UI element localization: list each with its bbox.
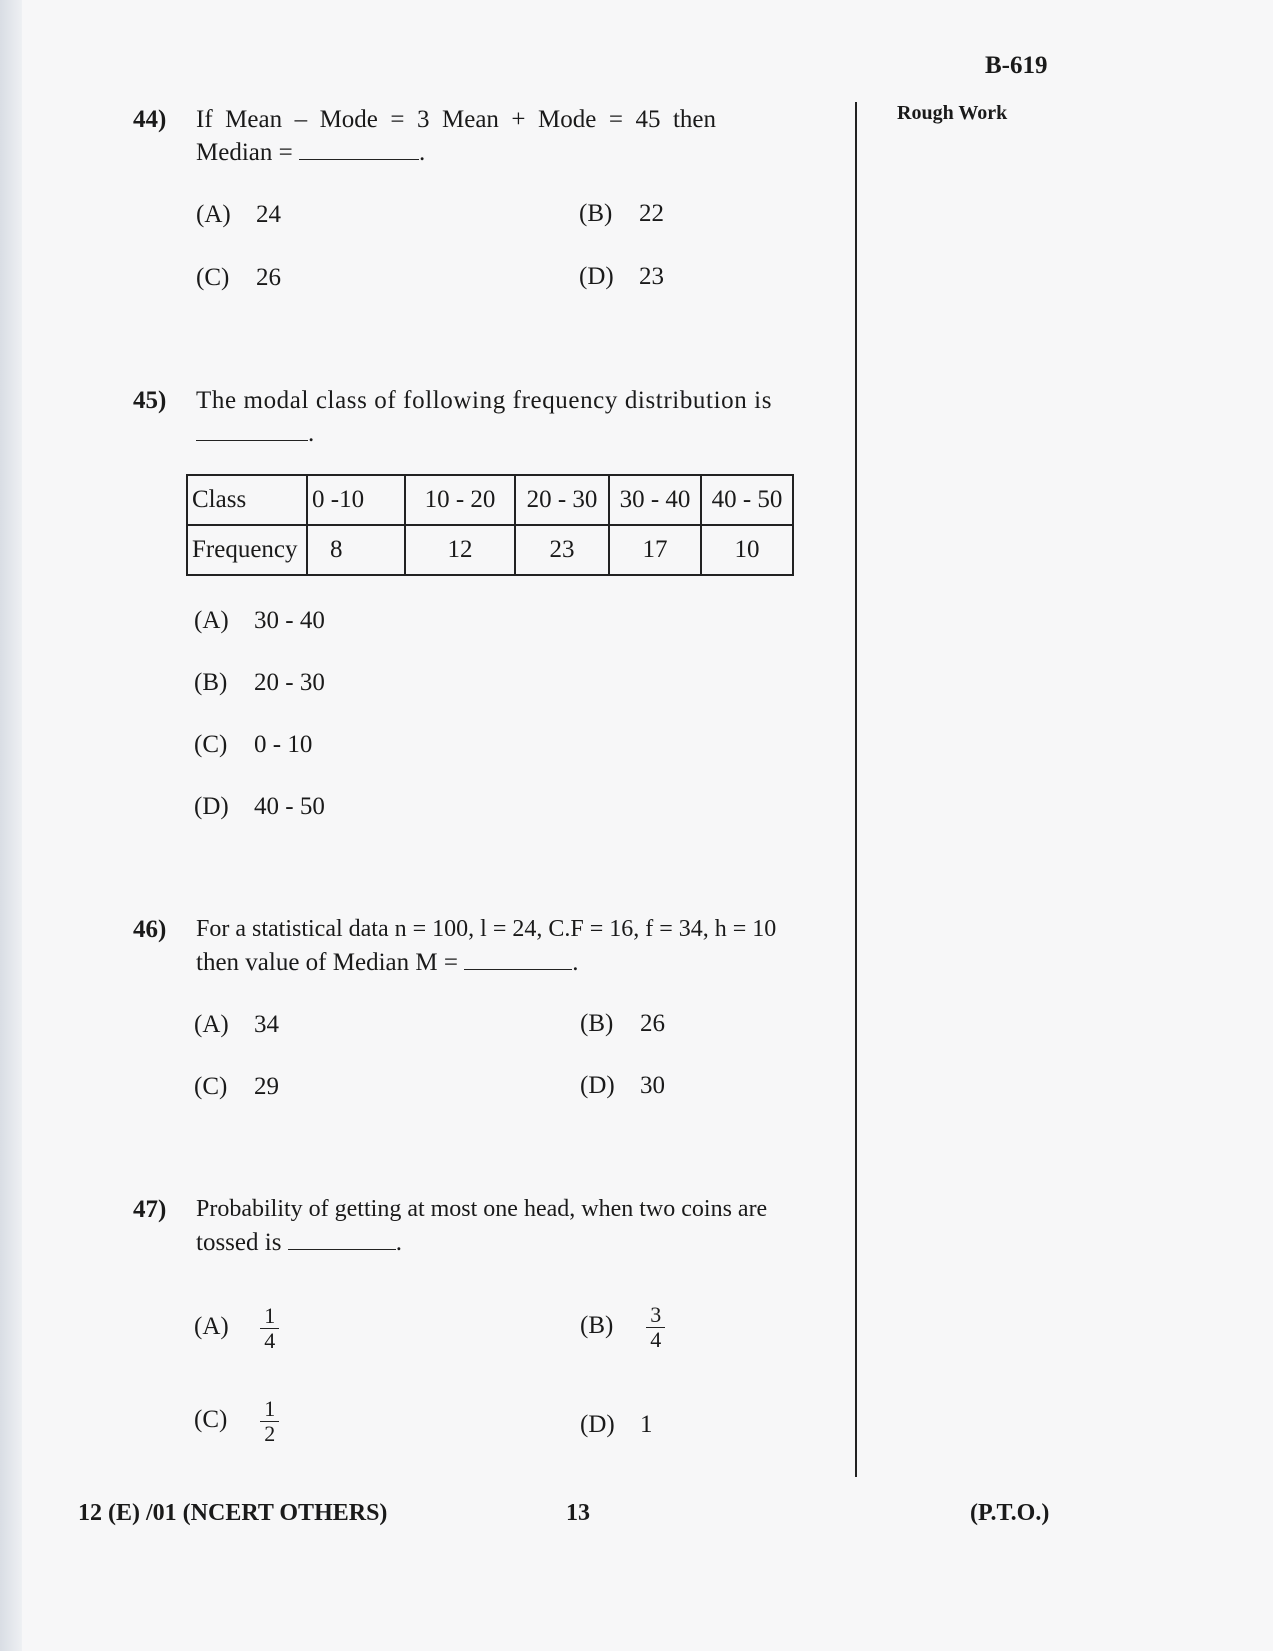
question-text-line: The modal class of following frequency distribution is: [196, 387, 773, 414]
question-number: 46): [133, 916, 167, 943]
option-d[interactable]: [579, 262, 664, 292]
table-cell: 10: [701, 525, 793, 575]
table-header-cell: Frequency: [187, 525, 307, 575]
option-d[interactable]: [580, 1410, 653, 1440]
question-text: [196, 384, 843, 450]
page-number: 13: [566, 1500, 590, 1526]
question-text-end: .: [418, 139, 426, 166]
option-c[interactable]: [196, 263, 281, 293]
fraction-numerator: 1: [260, 1397, 279, 1422]
frequency-table: [186, 474, 794, 576]
question-text-line: For a statistical data n = 100, l = 24, C.F = 16, f = 34, h = 10: [196, 916, 777, 942]
option-label: (D): [580, 1072, 615, 1099]
option-c[interactable]: [194, 1072, 279, 1102]
option-value: 40 - 50: [254, 793, 325, 820]
fraction: [646, 1303, 665, 1352]
rough-work-label: Rough Work: [897, 102, 1008, 124]
option-b[interactable]: [580, 1303, 665, 1352]
table-cell: 17: [609, 525, 701, 575]
option-a[interactable]: [196, 200, 281, 230]
question-text-fragment: tossed is: [196, 1229, 282, 1256]
question-text-end: .: [572, 949, 579, 976]
option-label: (D): [194, 793, 229, 820]
option-d[interactable]: [194, 792, 325, 822]
fraction-numerator: 1: [260, 1304, 279, 1329]
option-d[interactable]: [580, 1071, 665, 1101]
paper-code: B-619: [985, 52, 1048, 79]
rough-work-divider: [855, 102, 857, 1477]
option-a[interactable]: [194, 1304, 279, 1353]
question-text: [196, 913, 843, 979]
question-44: [133, 103, 843, 169]
option-label: (C): [194, 1073, 228, 1100]
question-46: [133, 913, 843, 979]
fraction-denominator: 4: [650, 1327, 662, 1352]
option-value: 29: [254, 1073, 279, 1100]
answer-blank: [464, 947, 572, 970]
table-row: [187, 525, 793, 575]
option-value: 24: [256, 201, 281, 228]
footer-course-code: 12 (E) /01 (NCERT OTHERS): [78, 1500, 388, 1526]
option-a[interactable]: [194, 606, 325, 636]
page-edge: [0, 0, 22, 1651]
option-label: (C): [194, 731, 228, 758]
question-text-end: .: [308, 420, 315, 447]
table-cell: 0 -10: [307, 475, 405, 525]
table-cell: 40 - 50: [701, 475, 793, 525]
question-text-line: [196, 136, 843, 169]
option-value: 34: [254, 1011, 279, 1038]
fraction-denominator: 4: [264, 1328, 276, 1353]
question-text-line: Probability of getting at most one head, when two coins are: [196, 1196, 768, 1222]
option-label: (B): [579, 200, 613, 227]
option-b[interactable]: [579, 199, 664, 229]
question-text-line: [196, 1226, 843, 1259]
option-value: 30: [640, 1072, 665, 1099]
option-a[interactable]: [194, 1010, 279, 1040]
fraction-numerator: 3: [646, 1303, 665, 1328]
option-label: (C): [194, 1406, 228, 1434]
question-number: 45): [133, 387, 167, 414]
option-value: 30 - 40: [254, 607, 325, 634]
answer-blank: [196, 418, 308, 441]
question-number: 44): [133, 106, 167, 133]
option-label: (A): [194, 1011, 229, 1038]
question-text-fragment: Median =: [196, 139, 293, 166]
option-value: 26: [256, 264, 281, 291]
question-text-line: If Mean – Mode = 3 Mean + Mode = 45 then: [196, 106, 716, 133]
table-cell: 20 - 30: [515, 475, 609, 525]
question-text-line: [196, 417, 843, 450]
question-number: 47): [133, 1196, 167, 1223]
table-cell: 8: [307, 525, 405, 575]
question-text-fragment: then value of Median M =: [196, 949, 458, 976]
answer-blank: [288, 1227, 396, 1250]
table-cell: 30 - 40: [609, 475, 701, 525]
option-value: 1: [640, 1411, 653, 1438]
table-header-cell: Class: [187, 475, 307, 525]
table-cell: 10 - 20: [405, 475, 515, 525]
option-label: (A): [194, 1313, 229, 1341]
table-cell: 23: [515, 525, 609, 575]
table-cell: 12: [405, 525, 515, 575]
option-c[interactable]: [194, 730, 312, 760]
option-value: 20 - 30: [254, 669, 325, 696]
option-label: (B): [580, 1010, 614, 1037]
option-b[interactable]: [580, 1009, 665, 1039]
option-value: 0 - 10: [254, 731, 313, 758]
option-label: (D): [580, 1411, 615, 1438]
option-label: (B): [580, 1312, 614, 1340]
option-label: (A): [194, 607, 229, 634]
option-value: 23: [639, 263, 664, 290]
question-text-end: .: [395, 1229, 402, 1256]
fraction: [260, 1397, 279, 1446]
answer-blank: [299, 137, 419, 160]
question-45: [133, 384, 843, 450]
option-c[interactable]: [194, 1397, 279, 1446]
option-value: 22: [639, 200, 664, 227]
fraction: [260, 1304, 279, 1353]
option-label: (D): [579, 263, 614, 290]
pto-label: (P.T.O.): [970, 1500, 1050, 1526]
option-value: 26: [640, 1010, 665, 1037]
option-b[interactable]: [194, 668, 325, 698]
question-text: [196, 1193, 843, 1259]
table-row: [187, 475, 793, 525]
question-47: [133, 1193, 843, 1259]
option-label: (A): [196, 201, 231, 228]
option-label: (C): [196, 264, 230, 291]
option-label: (B): [194, 669, 228, 696]
fraction-denominator: 2: [264, 1421, 276, 1446]
question-text-line: [196, 946, 843, 979]
question-text: [196, 103, 843, 169]
